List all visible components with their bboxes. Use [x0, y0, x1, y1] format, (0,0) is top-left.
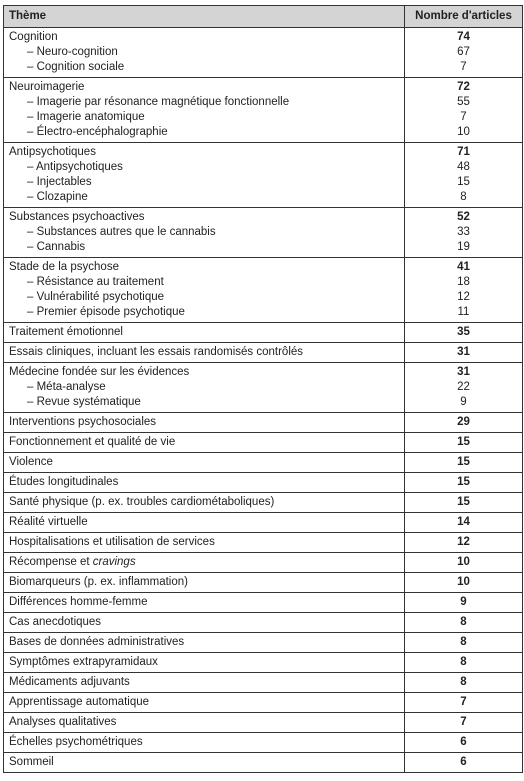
count-cell [404, 473, 522, 492]
theme-text: Apprentissage automatique [9, 696, 150, 708]
subtheme-label: – Substances autres que le cannabis [27, 226, 216, 238]
theme-text: Violence [9, 456, 53, 468]
theme-count: 12 [457, 536, 470, 548]
theme-label [9, 475, 404, 490]
table-row [4, 653, 522, 673]
theme-text: Essais cliniques, incluant les essais randomisés contrôlés [9, 346, 304, 358]
table-row [4, 363, 522, 413]
table-body [4, 28, 522, 772]
theme-count: 8 [460, 636, 467, 648]
table-row [4, 573, 522, 593]
theme-text: Analyses qualitatives [9, 716, 117, 728]
theme-label [9, 30, 404, 45]
table-row [4, 433, 522, 453]
count-cell [404, 413, 522, 432]
count-cell [404, 553, 522, 572]
table-row [4, 633, 522, 653]
theme-count: 31 [457, 346, 470, 358]
subtheme-label: – Revue systématique [27, 396, 141, 408]
table-row [4, 258, 522, 323]
theme-label [9, 575, 404, 590]
table-row [4, 593, 522, 613]
subtheme-count: 7 [460, 61, 467, 73]
count-cell [404, 208, 522, 257]
count-cell [404, 513, 522, 532]
theme-text: Médecine fondée sur les évidences [9, 366, 190, 378]
theme-count: 6 [460, 736, 467, 748]
theme-count: 8 [460, 656, 467, 668]
theme-label [9, 755, 404, 770]
theme-cell [4, 573, 404, 592]
theme-text: Hospitalisations et utilisation de services [9, 536, 215, 548]
theme-text: Santé physique (p. ex. troubles cardiométaboliques) [9, 496, 275, 508]
count-cell [404, 453, 522, 472]
theme-label [9, 615, 404, 630]
theme-count: 10 [457, 576, 470, 588]
theme-label [9, 435, 404, 450]
table-row [4, 78, 522, 143]
table-row [4, 208, 522, 258]
table-row [4, 473, 522, 493]
theme-count: 74 [457, 31, 470, 43]
theme-cell [4, 258, 404, 322]
subtheme-count: 67 [457, 46, 470, 58]
theme-text: Bases de données administratives [9, 636, 185, 648]
theme-cell [4, 78, 404, 142]
theme-count: 14 [457, 516, 470, 528]
theme-label [9, 655, 404, 670]
theme-count: 15 [457, 436, 470, 448]
subtheme-label: – Neuro-cognition [27, 46, 118, 58]
theme-label [9, 145, 404, 160]
theme-count: 15 [457, 456, 470, 468]
theme-cell [4, 493, 404, 512]
table-row [4, 343, 522, 363]
theme-label [9, 80, 404, 95]
theme-cell [4, 553, 404, 572]
theme-column-header: Thème [9, 10, 47, 22]
theme-cell [4, 733, 404, 752]
count-cell [404, 493, 522, 512]
table-row [4, 453, 522, 473]
theme-cell [4, 613, 404, 632]
theme-label [9, 715, 404, 730]
theme-count: 15 [457, 476, 470, 488]
theme-text: Antipsychotiques [9, 146, 96, 158]
theme-count: 29 [457, 416, 470, 428]
theme-cell [4, 363, 404, 412]
subtheme-label: – Injectables [27, 176, 92, 188]
theme-text: Traitement émotionnel [9, 326, 123, 338]
theme-cell [4, 143, 404, 207]
subtheme-label: – Vulnérabilité psychotique [27, 291, 165, 303]
theme-count: 8 [460, 676, 467, 688]
count-cell [404, 693, 522, 712]
theme-cell [4, 413, 404, 432]
table-row [4, 733, 522, 753]
theme-cell [4, 208, 404, 257]
theme-label [9, 595, 404, 610]
subtheme-count: 9 [460, 396, 467, 408]
count-cell [404, 593, 522, 612]
theme-label [9, 555, 404, 570]
subtheme-count: 22 [457, 381, 470, 393]
count-cell [404, 78, 522, 142]
count-cell [404, 733, 522, 752]
theme-label [9, 415, 404, 430]
count-cell [404, 258, 522, 322]
subtheme-count: 8 [460, 191, 467, 203]
table-row [4, 513, 522, 533]
theme-label [9, 345, 404, 360]
subtheme-count: 11 [457, 306, 470, 318]
theme-count: 52 [457, 211, 470, 223]
theme-text: Récompense et [9, 556, 93, 568]
subtheme-label: – Imagerie anatomique [27, 111, 145, 123]
subtheme-count: 10 [457, 126, 470, 138]
subtheme-label: – Résistance au traitement [27, 276, 164, 288]
theme-count: 71 [457, 146, 470, 158]
theme-text: Cas anecdotiques [9, 616, 102, 628]
theme-count: 31 [457, 366, 470, 378]
theme-text: Études longitudinales [9, 476, 119, 488]
subtheme-label: – Électro-encéphalographie [27, 126, 168, 138]
table-header [4, 6, 522, 28]
subtheme-label: – Cannabis [27, 241, 86, 253]
count-cell [404, 143, 522, 207]
subtheme-count: 7 [460, 111, 467, 123]
theme-label [9, 735, 404, 750]
theme-label [9, 515, 404, 530]
theme-count: 10 [457, 556, 470, 568]
theme-count: 35 [457, 326, 470, 338]
table-row [4, 143, 522, 208]
theme-cell [4, 473, 404, 492]
count-cell [404, 363, 522, 412]
theme-text: Cognition [9, 31, 58, 43]
count-cell [404, 573, 522, 592]
articles-table [3, 5, 523, 773]
theme-text: Interventions psychosociales [9, 416, 157, 428]
theme-count: 8 [460, 616, 467, 628]
theme-cell [4, 533, 404, 552]
subtheme-label: – Premier épisode psychotique [27, 306, 185, 318]
table-row [4, 753, 522, 772]
table-row [4, 533, 522, 553]
theme-count: 6 [460, 756, 467, 768]
theme-cell [4, 673, 404, 692]
theme-count: 72 [457, 81, 470, 93]
theme-cell [4, 633, 404, 652]
subtheme-count: 55 [457, 96, 470, 108]
table-row [4, 323, 522, 343]
subtheme-label: – Imagerie par résonance magnétique fonctionnelle [27, 96, 290, 108]
count-cell [404, 633, 522, 652]
theme-cell [4, 323, 404, 342]
table-row [4, 693, 522, 713]
count-cell [404, 613, 522, 632]
theme-text: Sommeil [9, 756, 54, 768]
theme-cell [4, 753, 404, 772]
theme-cell [4, 693, 404, 712]
theme-label [9, 495, 404, 510]
theme-label [9, 675, 404, 690]
theme-cell [4, 433, 404, 452]
theme-label [9, 210, 404, 225]
theme-label [9, 325, 404, 340]
subtheme-label: – Clozapine [27, 191, 88, 203]
theme-text: Stade de la psychose [9, 261, 119, 273]
count-cell [404, 433, 522, 452]
theme-text: Symptômes extrapyramidaux [9, 656, 158, 668]
count-cell [404, 533, 522, 552]
count-cell [404, 653, 522, 672]
count-column-header: Nombre d'articles [404, 6, 522, 27]
table-row [4, 713, 522, 733]
theme-cell [4, 653, 404, 672]
theme-count: 41 [457, 261, 470, 273]
theme-label [9, 535, 404, 550]
theme-label [9, 260, 404, 275]
theme-label [9, 455, 404, 470]
count-cell [404, 673, 522, 692]
theme-text: Biomarqueurs (p. ex. inflammation) [9, 576, 188, 588]
subtheme-count: 15 [457, 176, 470, 188]
theme-cell [4, 513, 404, 532]
theme-cell [4, 713, 404, 732]
count-cell [404, 343, 522, 362]
theme-text: Différences homme-femme [9, 596, 148, 608]
theme-count: 7 [460, 696, 467, 708]
theme-label [9, 695, 404, 710]
theme-count: 9 [460, 596, 467, 608]
table-row [4, 613, 522, 633]
theme-count: 15 [457, 496, 470, 508]
theme-text: Fonctionnement et qualité de vie [9, 436, 176, 448]
count-cell [404, 753, 522, 772]
table-row [4, 413, 522, 433]
subtheme-count: 19 [457, 241, 470, 253]
count-cell [404, 323, 522, 342]
count-cell [404, 713, 522, 732]
subtheme-label: – Cognition sociale [27, 61, 125, 73]
subtheme-count: 18 [457, 276, 470, 288]
table-row [4, 673, 522, 693]
count-cell [404, 28, 522, 77]
table-row [4, 493, 522, 513]
theme-text: Neuroimagerie [9, 81, 85, 93]
theme-text-italic: cravings [92, 556, 136, 568]
theme-cell [4, 593, 404, 612]
table-row [4, 553, 522, 573]
subtheme-count: 48 [457, 161, 470, 173]
theme-count: 7 [460, 716, 467, 728]
theme-text: Échelles psychométriques [9, 736, 143, 748]
theme-cell [4, 28, 404, 77]
subtheme-label: – Méta-analyse [27, 381, 106, 393]
theme-text: Substances psychoactives [9, 211, 145, 223]
subtheme-count: 33 [457, 226, 470, 238]
subtheme-label: – Antipsychotiques [27, 161, 123, 173]
theme-text: Médicaments adjuvants [9, 676, 130, 688]
subtheme-count: 12 [457, 291, 470, 303]
theme-label [9, 635, 404, 650]
theme-cell [4, 343, 404, 362]
table-row [4, 28, 522, 78]
theme-text: Réalité virtuelle [9, 516, 88, 528]
theme-label [9, 365, 404, 380]
theme-cell [4, 453, 404, 472]
